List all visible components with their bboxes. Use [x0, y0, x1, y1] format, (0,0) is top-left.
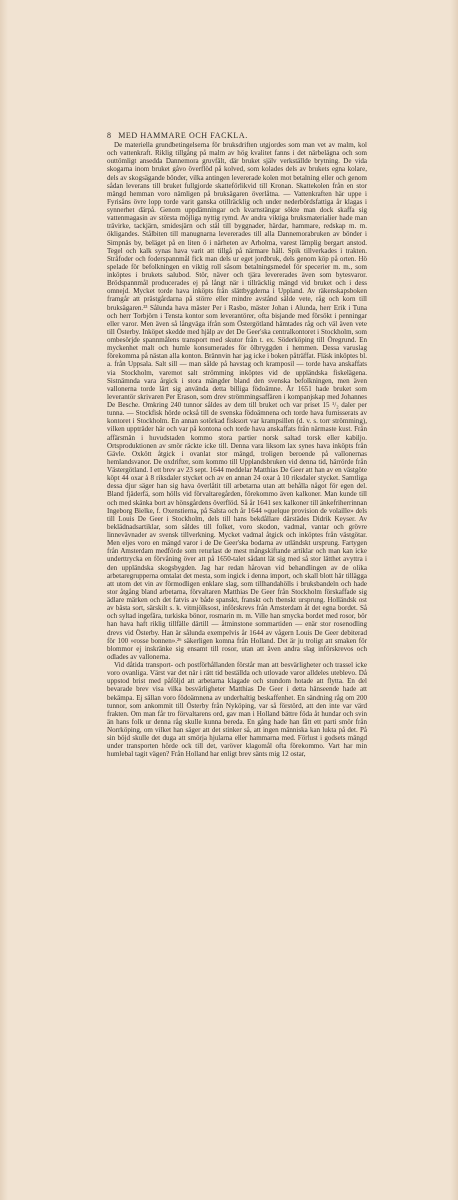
paragraph-2: Vid dåtida transport- och postförhållanden förstår man att besvärligheter och trassel icke voro ovanliga. Värst var det när i rätt tid beställda och utlovade varor alldeles uteblevo. Då uppstod brist med påföljd att arbetarna klagade och stundom hotade att flytta. En del bevarade brev visa vilka besvärligheter Matthias De Geer i detta hänseende hade att bekämpa. Ej sällan voro födoämnena av underhaltig beskaffenhet. En sändning råg om 200 tunnor, som ankommit till Österby från Nyköping, var så förstörd, att den inte var värd frakten. Om man får tro förvaltarens ord, gav man i Holland bättre föda åt hundar och svin än hans folk ur denna råg skulle kunna bereda. En gång hade han fått ett parti smör från Norrköping, om vilket han säger att det stinker så, att ingen människa kan lukta på det. På sin böjd skulle det duga att smörja hjularna eller hammarna med. Förlust i godsets mängd under transporten hörde ock till det, varöver klagomål ofta förekommo. Vart har min humlebal tagit vägen? Från Holland har enligt brev sänts mig 12 ostar,: [107, 661, 367, 759]
running-header: [107, 131, 367, 141]
page-number: 8: [107, 131, 112, 140]
running-title: MED HAMMARE OCH FACKLA.: [118, 131, 248, 140]
page-edge-left: [0, 0, 8, 1200]
text-column: [107, 131, 367, 759]
page-edge-right: [450, 0, 458, 1200]
paragraph-1: De materiella grundbetingelserna för bruksdriften utgjordes som man vet av malm, kol och vattenkraft. Riklig tillgång på malm av hög kvalitet fanns i det närbelägna och som outtömligt ansedda Dannemora gruvfält, där bruket själv verkställde brytning. De vida skogarna inom bruket gåvo överflöd på kolved, som kolades dels av brukets egna kolare, dels av skogsägande bönder, vilka antingen levererade kolen mot betalning eller och genom sådan leverans till bruket fullgjorde skatteförlikvid till Kronan. Skattekolen från en stor mängd hemman voro nämligen på bruksägaren överlåtna. — Vattenkraften här uppe i Fyrisåns övre lopp torde varit ganska otillräcklig och under nederbördsfattiga år klagas i synnerhet därpå. Genom uppdämningar och kvarnstängar sökte man dock skaffa sig vattenmagasin av största möjliga nyttig rymd. Av andra viktiga bruksmaterialier hade man trävirke, tackjärn, smidesjärn och stål till byggnader, härdar, hammare, redskap m. m. ökligandes. Stålbiten till manugnarna levererades till alla Dannemorabruken av bönder i Simpnäs by, beläget på en liten ö i närheten av Arholma, varest lämplig bergart anstod. Tegel och kalk synas hava varit att tillgå på närmare håll. Spik tillverkades i trakten. Stråfoder och foderspannmål fick man dels ur eget jordbruk, dels genom köp på orten. Hö spelade för befolkningen en viktig roll såsom betalningsmedel för specerier m. m., som inköptes i brukets salubod. Stör, näver och tjära levererades även som bytesvaror. Brödspannmål producerades ej på långt när i tillräcklig mängd vid bruket och i dess omnejd. Mycket torde hava inköpts från slättbygderna i Uppland. Av räkenskapsboken framgår att prästgårdarna på större eller mindre avstånd sålde vete, råg och korn till bruksägaren.²³ Sålunda hava mäster Per i Rasbo, mäster Johan i Alunda, herr Erik i Tuna och herr Torbjörn i Tensta kontor som leverantörer, ofta bisjande med försökt i penningar eller varor. Men även så långväga ifrån som Östergötland hämtades råg och väl även vete till Österby. Inköpet skedde med hjälp av det De Geer'ska centralkontoret i Stockholm, som ombesörjde spannmålens transport med skutor från t. ex. Söderköping till Öregrund. En myckenhet malt och humle konsumerades för ölbryggden i hemmen. Dessa varuslag förekomma på nästan alla konton. Brännvin har jag icke i boken påträffat. Fläsk inköptes bl. a. från Uppsala. Salt sill — man sålde på havstag och kramposil — torde hava anskaffats via Stockholm, varemot salt strömming inköptes vid de uppländska fiskelägena. Sistnämnda vara årgick i stora mängder bland den svenska befolkningen, men även vallonerna torde lärt sig använda detta billiga födoämne. År 1651 hade bruket som leverantör skrivaren Per Erason, som drev strömmingsaffären i kompanjskap med Johannes De Besche. Omkring 240 tunnor såldes av dem till bruket och var priset 15 ¹/₂ daler per tunna. — Stockfisk hörde också till de svenska födoämnena och torde hava furnisserats av kontoret i Stockholm. En annan sotörkad fisksort var krampsillen (d. v. s. torr strömming), vilken uppträder här och var på kontona och torde hava anskaffats från närmaste kust. Från affärsmän i huvudstaden kommo stora partier norsk saltad torsk eller kabiljo. Ortsproduktionen av smör räckte icke till. Denna vara liksom lax synes hava inköpts från Gävle. Oxkött åtgick i ovanlat stor mängd, troligen beroende på vallonernas hemlandsvanor. De oxdrifter, som kommo till Upplandsbruken vid denna tid, härrörde från Västergötland. I ett brev av 23 sept. 1644 meddelar Matthias De Geer att han av en västgöte köpt 44 oxar à 8 riksdaler stycket och av en annan 24 oxar à 10 riksdaler stycket. Samtliga dessa djur säger han sig hava överlåtit till arbetarna utan att behålla något för egen del. Bland fjäderfä, som hölls vid förvaltaregården, förekommo även kalkoner. Man kunde till och med skänka bort av hönsgårdens överflöd. Så år 1641 sex kalkoner till änkefriherrinnan Ingeborg Bielke, f. Oxenstierna, på Salsta och år 1644 »quelque provision de volaille» dels till Louis De Geer i Stockholm, dels till hans bekdållare därstädes Didrik Keyser. Av beklädnadsartiklar, som såldes till folket, voro skodon, vadmal, vantar och grövre linnevävnader av svensk tillverkning. Mycket vadmal åtgick och inköptes från västgötar. Men eljes voro en mängd varor i de De Geer'ska bodarna av utländskt ursprung. Fartygen från Amsterdam medförde som returlast de mest mångskiftande artiklar och man kan icke underttrycka en förvåning över att på 1650-talet sådant lät sig med så stor lätthet avyttra i den uppländska skogsbygden. Jag har redan hårovan vid behandlingen av de olika arbetaregrupperna omtalat det mesta, som ingick i denna import, och skall blott här tillägga att utom det vin av förmodligen enklare slag, som tillhandahölls i bruksbandeln och hade stor åtgång bland arbetarna, förvaltaren Matthias De Geer från Stockholm förskaffade sig ädlare märken och det fatvis av både spanskt, franskt och tbenskt ursprung. Holländsk ost av bästa sort, särskilt s. k. vitmjölksost, införskrevs från Amsterdam åt det egna bordet. Så och syltad ingefära, turkiska bönor, rosmarin m. m. Ville han smycka bordet med rosor, bör han hava haft riklig tillfälle därtill — åtminstone sommartiden — enär stor rosenodling drevs vid Österby. Han är sålunda exempelvis år 1644 av vågern Louis De Geer debiterad för 100 »rosse bonnen».²⁶ säkerligen komna från Holland. Det är ju troligt att smaken för blommor ej inskränke sig ensamt till rosor, utan att även andra slag införskrevos och odlades av vallonerna.: [107, 141, 367, 661]
